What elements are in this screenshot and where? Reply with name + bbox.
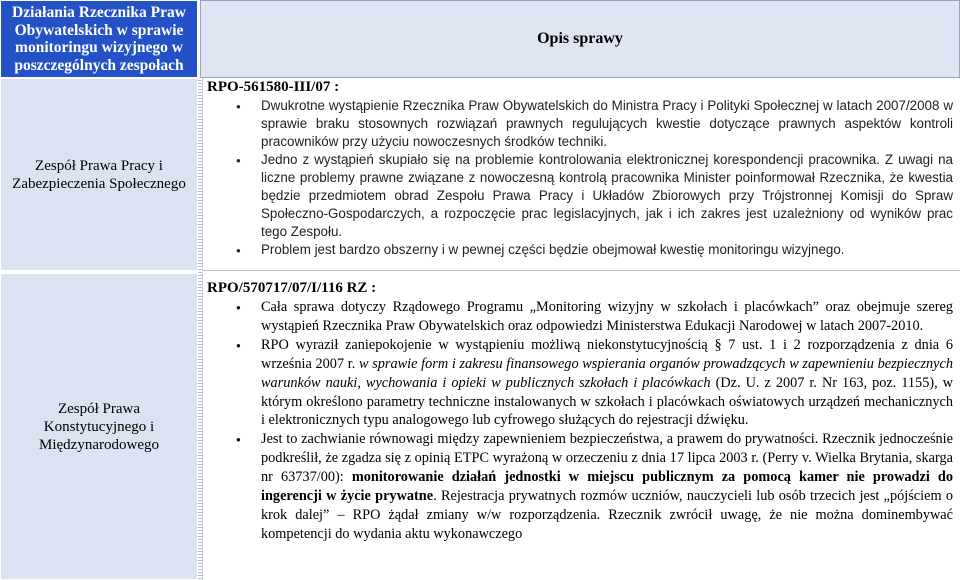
case-bullet-list <box>207 97 953 259</box>
bullet-text: Jest to zachwianie równowagi między zapewnieniem bezpieczeństwa, a prawem do prywatności. Rzecznik jednocześnie podkreślił, że zgadza się z opinią ETPC wyrażoną w orzeczeniu z dnia 17 lipca 2003 r. (Perry v. Wielka Brytania, skarga nr 63737/00): <box>261 431 953 486</box>
header-right-title-text: Opis sprawy <box>537 30 623 47</box>
court-quote: monitorowanie działań jednostki w miejscu publicznym za pomocą kamer nie prowadzi do ingerencji w życie prywatne <box>261 469 953 505</box>
case-bullet <box>207 336 953 431</box>
team-name: Zespół Prawa Pracy i Zabezpieczenia Społecznego <box>12 157 186 192</box>
header-left-title <box>0 0 198 78</box>
regulation-title: w sprawie form i zakresu finansowego wspierania organów prowadzących w zapewnieniu bezpiecznych warunków nauki, wychowania i opieki w publicznych szkołach i placówkach <box>261 355 953 391</box>
team-cell-constitutional <box>0 273 198 580</box>
header-left-title-text: Działania Rzecznika Praw Obywatelskich w sprawie monitoringu wizyjnego w poszczególnych zespołach <box>12 4 186 74</box>
team-name: Zespół Prawa Konstytucyjnego i Międzynarodowego <box>39 400 159 453</box>
case-bullet-list <box>207 298 953 544</box>
case-id: RPO-561580-III/07 : <box>207 79 340 95</box>
case-id: RPO/570717/07/I/116 RZ : <box>207 280 377 296</box>
case-bullet <box>207 430 953 543</box>
bullet-text: RPO wyraził zaniepokojenie w wystąpieniu możliwą niekonstytucyjnością § 7 ust. 1 i 2 rozporządzenia z dnia 6 września 2007 r. <box>261 336 953 372</box>
case-bullet: ● Jedno z wystąpień skupiało się na problemie kontrolowania elektronicznej korespondencji pracownika. Z uwagi na liczne problemy prawne związane z nowoczesną kontrolą pracownika Minister poinformował Rzecznika, że kwestia będzie przedmiotem obrad Zespołu Prawa Pracy i Układów Zbiorowych przy Trójstronnej Komisji do Spraw Społeczno-Gospodarczych, a rozpoczęcie prac legislacyjnych, jak i ich zakres jest uzależniony od wyników prac tego Zespołu. <box>207 151 953 241</box>
case-description-constitutional <box>202 273 960 580</box>
case-bullet: ● Problem jest bardzo obszerny i w pewnej części będzie obejmował kwestię monitoringu wizyjnego. <box>207 241 953 259</box>
team-cell-labour <box>0 78 198 271</box>
bullet-text: (Dz. U. z 2007 r. Nr 163, poz. 1155), w którym określono parametry techniczne instalowanych w szkołach i placówkach oświatowych urządzeń mechanicznych i elektronicznych typu analogowego lub cyfrowego służących do rejestracji dźwięku. <box>261 374 953 429</box>
case-bullet: ● Dwukrotne wystąpienie Rzecznika Praw Obywatelskich do Ministra Pracy i Polityki Społecznej w latach 2007/2008 w sprawie braku stosownych rozwiązań prawnych regulujących kwestie dotyczące prawnych aspektów kontroli pracowników przy użyciu nowoczesnych środków techniki. <box>207 97 953 151</box>
case-description-labour <box>202 78 960 271</box>
header-right-title <box>200 0 960 78</box>
bullet-text: . Rejestracja prywatnych rozmów uczniów, nauczycieli lub osób trzecich jest „pójściem o krok dalej” – RPO żądał zmiany w/w rozporządzenia. Rzecznik zwrócił uwagę, że nie można dominembywać kompetencji do wydania aktu wykonawczego <box>261 488 953 542</box>
case-bullet: ● Cała sprawa dotyczy Rządowego Programu „Monitoring wizyjny w szkołach i placówkach” oraz obejmuje szereg wystąpień Rzecznika Praw Obywatelskich oraz odpowiedzi Ministerstwa Edukacji Narodowej w latach 2007-2010. <box>207 298 953 336</box>
